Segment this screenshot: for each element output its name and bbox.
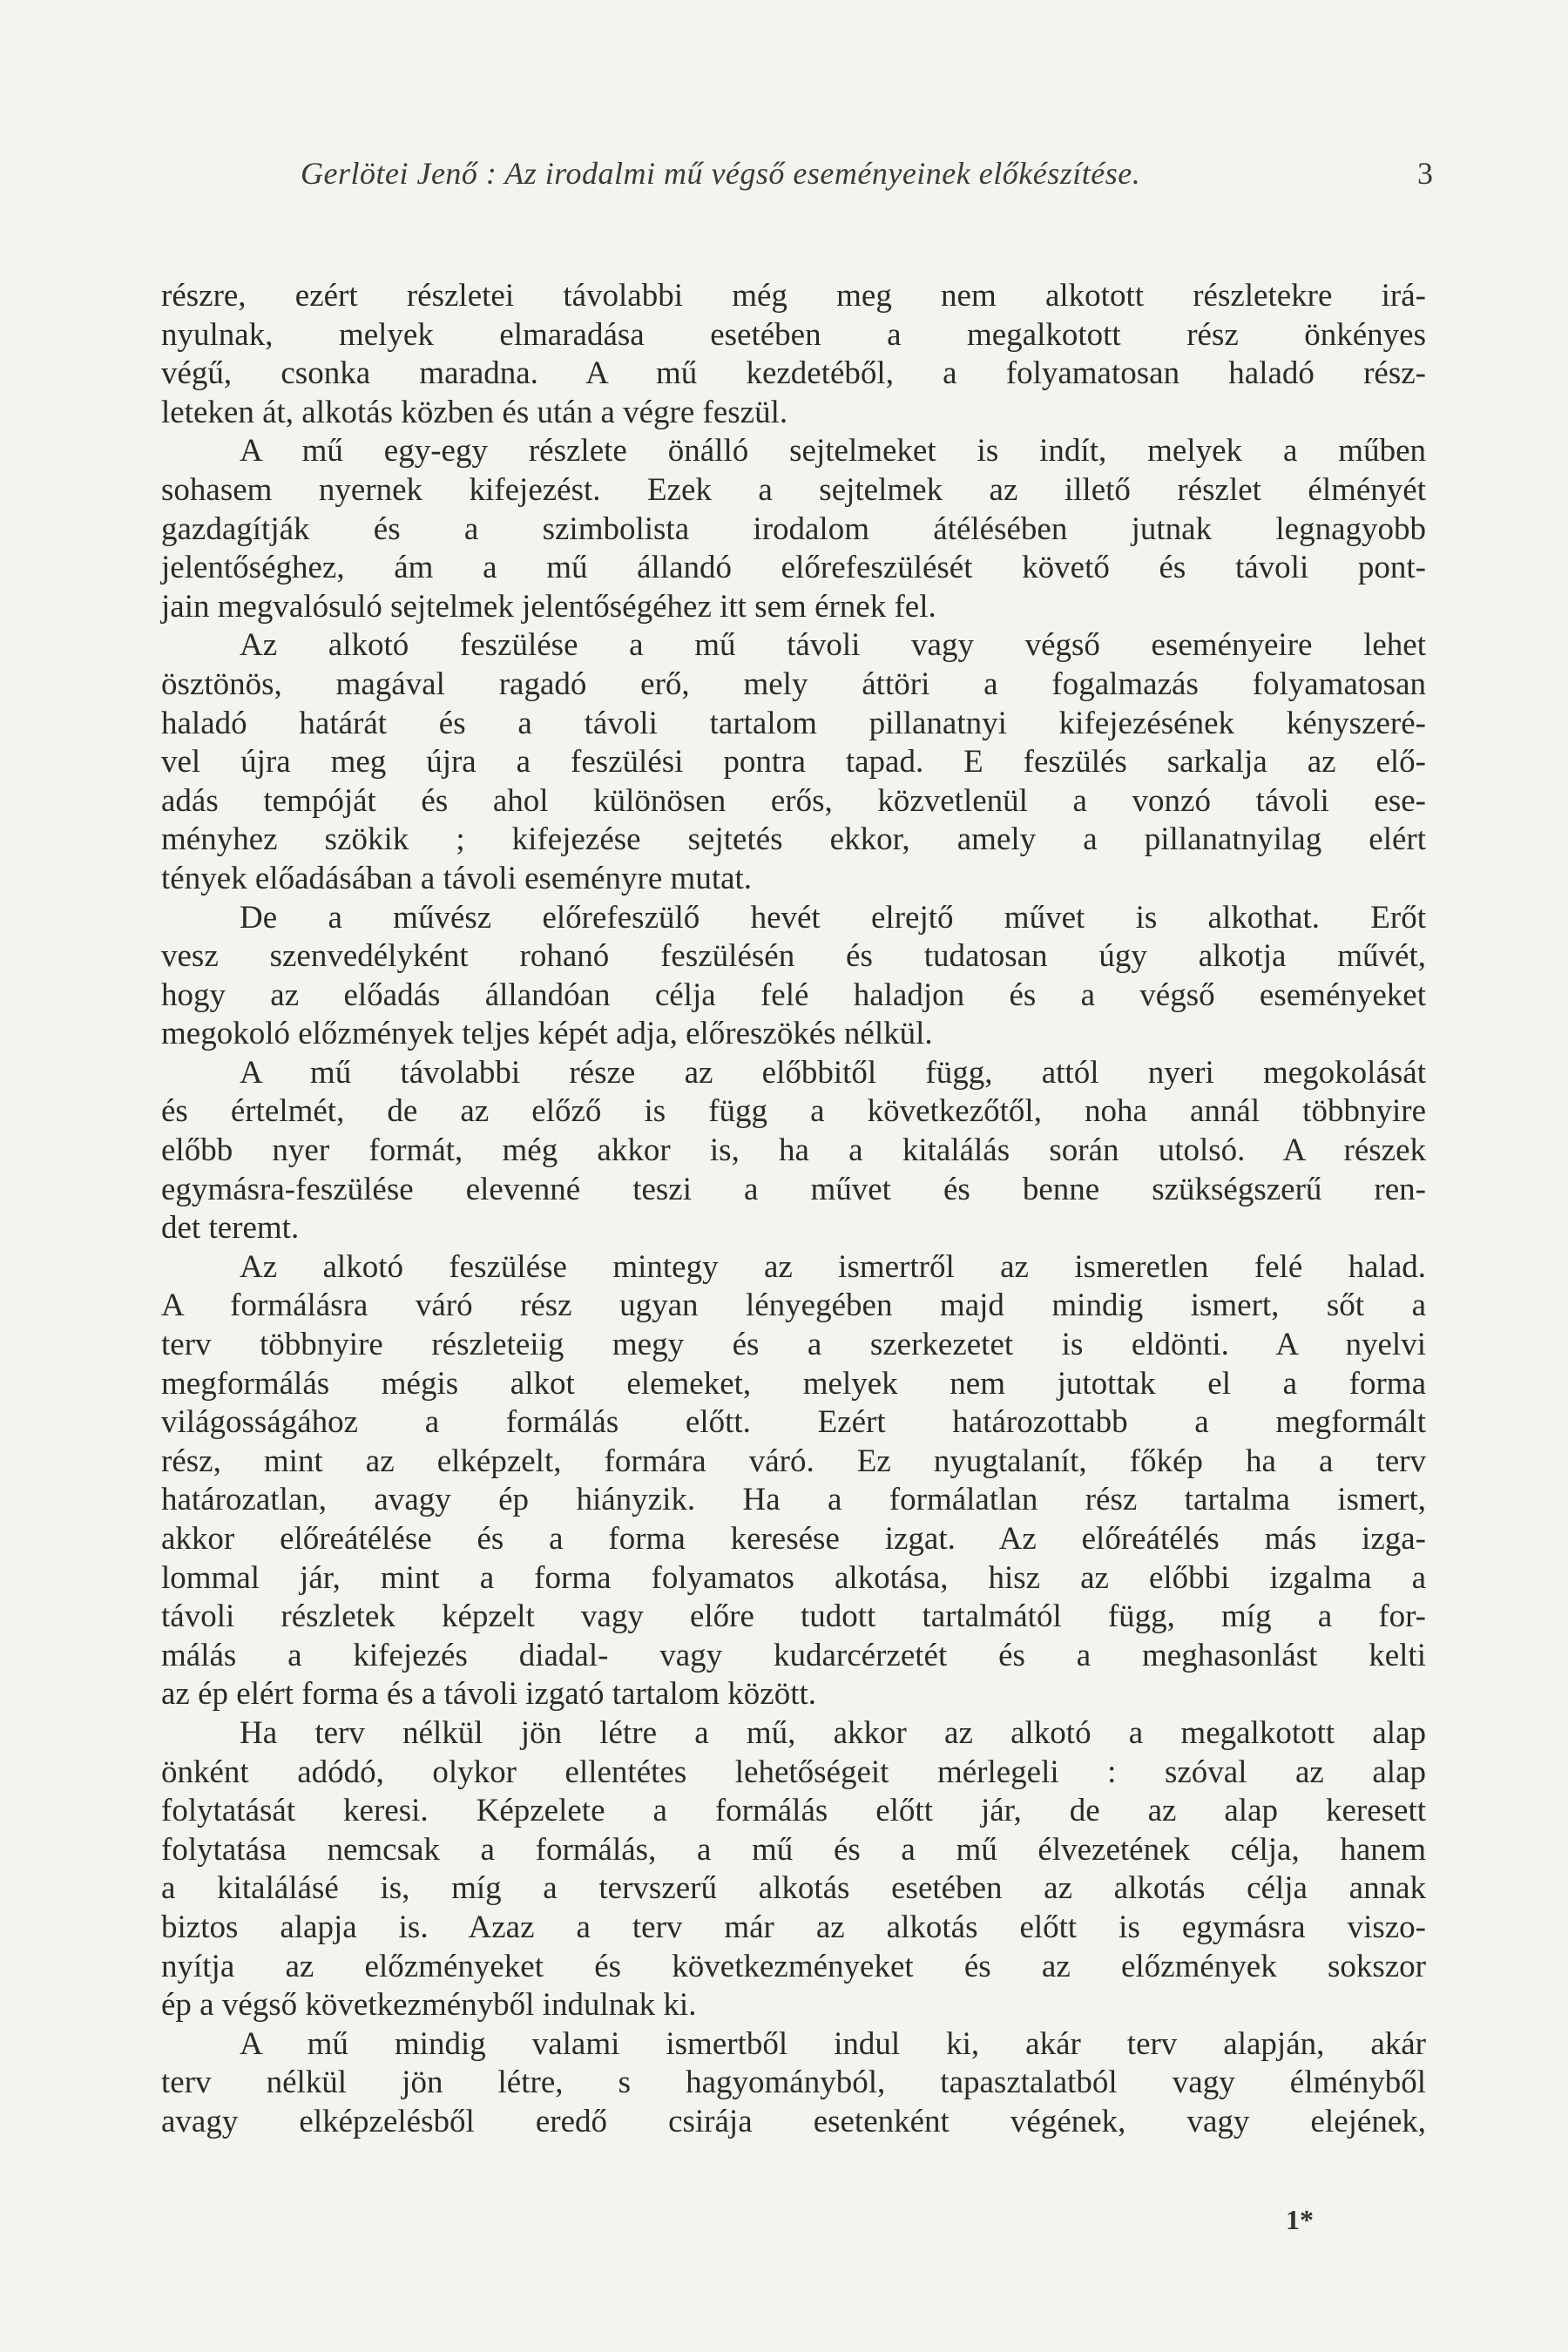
text-line: vel újra meg újra a feszülési pontra tapad. E feszülés sarkalja az elő- bbox=[161, 744, 1426, 781]
text-line: folytatása nemcsak a formálás, a mű és a mű élvezetének célja, hanem bbox=[161, 1831, 1426, 1868]
running-head bbox=[301, 155, 1433, 207]
text-line: det teremt. bbox=[161, 1210, 300, 1247]
body-text bbox=[161, 277, 1426, 2142]
text-line: előbb nyer formát, még akkor is, ha a kitalálás során utolsó. A részek bbox=[161, 1132, 1426, 1169]
text-line: A mű mindig valami ismertből indul ki, akár terv alapján, akár bbox=[240, 2025, 1426, 2062]
text-line: rész, mint az elképzelt, formára váró. Ez nyugtalanít, főkép ha a terv bbox=[161, 1443, 1426, 1479]
text-line: terv többnyire részleteiig megy és a szerkezetet is eldönti. A nyelvi bbox=[161, 1327, 1426, 1363]
text-line: biztos alapja is. Azaz a terv már az alkotás előtt is egymásra viszo- bbox=[161, 1909, 1426, 1945]
text-line: Ha terv nélkül jön létre a mű, akkor az alkotó a megalkotott alap bbox=[240, 1714, 1426, 1751]
text-line: tények előadásában a távoli eseményre mutat. bbox=[161, 860, 753, 896]
text-line: gazdagítják és a szimbolista irodalom átélésében jutnak legnagyobb bbox=[161, 510, 1426, 547]
text-line: nyítja az előzményeket és következményeket és az előzmények sokszor bbox=[161, 1948, 1426, 1984]
text-line: A formálásra váró rész ugyan lényegében majd mindig ismert, sőt a bbox=[161, 1288, 1426, 1324]
text-line: ép a végső következményből indulnak ki. bbox=[161, 1987, 697, 2024]
text-line: A mű egy-egy részlete önálló sejtelmeket is indít, melyek a műben bbox=[240, 433, 1426, 470]
text-line: világosságához a formálás előtt. Ezért határozottabb a megformált bbox=[161, 1404, 1426, 1441]
text-line: avagy elképzelésből eredő csirája esetenként végének, vagy elejének, bbox=[161, 2103, 1426, 2139]
text-line: haladó határát és a távoli tartalom pillanatnyi kifejezésének kényszeré- bbox=[161, 705, 1426, 741]
text-line: adás tempóját és ahol különösen erős, közvetlenül a vonzó távoli ese- bbox=[161, 782, 1426, 819]
text-line: hogy az előadás állandóan célja felé haladjon és a végső eseményeket bbox=[161, 977, 1426, 1013]
text-line: vesz szenvedélyként rohanó feszülésén és tudatosan úgy alkotja művét, bbox=[161, 938, 1426, 975]
running-title: Gerlötei Jenő : Az irodalmi mű végső eseményeinek előkészítése. bbox=[301, 156, 1141, 191]
text-line: De a művész előrefeszülő hevét elrejtő művet is alkothat. Erőt bbox=[240, 899, 1426, 936]
text-line: határozatlan, avagy ép hiányzik. Ha a formálatlan rész tartalma ismert, bbox=[161, 1482, 1426, 1518]
text-line: a kitalálásé is, míg a tervszerű alkotás esetében az alkotás célja annak bbox=[161, 1870, 1426, 1907]
text-line: A mű távolabbi része az előbbitől függ, attól nyeri megokolását bbox=[240, 1054, 1426, 1091]
text-line: jain megvalósuló sejtelmek jelentőségéhez itt sem érnek fel. bbox=[161, 588, 936, 625]
text-line: az ép elért forma és a távoli izgató tartalom között. bbox=[161, 1676, 817, 1713]
text-line: ösztönös, magával ragadó erő, mely áttöri a fogalmazás folyamatosan bbox=[161, 666, 1426, 702]
text-line: terv nélkül jön létre, s hagyományból, tapasztalatból vagy élményből bbox=[161, 2065, 1426, 2101]
text-line: jelentőséghez, ám a mű állandó előrefeszülését követő és távoli pont- bbox=[161, 550, 1426, 586]
text-line: és értelmét, de az előző is függ a következőtől, noha annál többnyire bbox=[161, 1093, 1426, 1130]
text-line: önként adódó, olykor ellentétes lehetőségeit mérlegeli : szóval az alap bbox=[161, 1754, 1426, 1790]
text-line: sohasem nyernek kifejezést. Ezek a sejtelmek az illető részlet élményét bbox=[161, 471, 1426, 508]
text-line: egymásra-feszülése elevenné teszi a művet és benne szükségszerű ren- bbox=[161, 1171, 1426, 1207]
text-line: lommal jár, mint a forma folyamatos alkotása, hisz az előbbi izgalma a bbox=[161, 1559, 1426, 1596]
text-line: Az alkotó feszülése a mű távoli vagy végső eseményeire lehet bbox=[240, 627, 1426, 664]
signature-mark: 1* bbox=[1286, 2204, 1314, 2235]
text-line: megformálás mégis alkot elemeket, melyek nem jutottak el a forma bbox=[161, 1365, 1426, 1402]
text-line: távoli részletek képzelt vagy előre tudott tartalmától függ, míg a for- bbox=[161, 1598, 1426, 1635]
text-line: akkor előreátélése és a forma keresése izgat. Az előreátélés más izga- bbox=[161, 1521, 1426, 1557]
text-line: folytatását keresi. Képzelete a formálás előtt jár, de az alap keresett bbox=[161, 1793, 1426, 1829]
text-line: részre, ezért részletei távolabbi még meg nem alkotott részletekre irá- bbox=[161, 278, 1426, 314]
text-line: málás a kifejezés diadal- vagy kudarcérzetét és a meghasonlást kelti bbox=[161, 1637, 1426, 1673]
text-line: ményhez szökik ; kifejezése sejtetés ekkor, amely a pillanatnyilag elért bbox=[161, 821, 1426, 858]
text-line: nyulnak, melyek elmaradása esetében a megalkotott rész önkényes bbox=[161, 316, 1426, 353]
text-line: leteken át, alkotás közben és után a végre feszül. bbox=[161, 394, 788, 430]
text-line: megokoló előzmények teljes képét adja, előreszökés nélkül. bbox=[161, 1016, 933, 1052]
text-line: Az alkotó feszülése mintegy az ismertről az ismeretlen felé halad. bbox=[240, 1248, 1426, 1285]
text-line: végű, csonka maradna. A mű kezdetéből, a folyamatosan haladó rész- bbox=[161, 355, 1426, 392]
page-number: 3 bbox=[1417, 156, 1433, 191]
